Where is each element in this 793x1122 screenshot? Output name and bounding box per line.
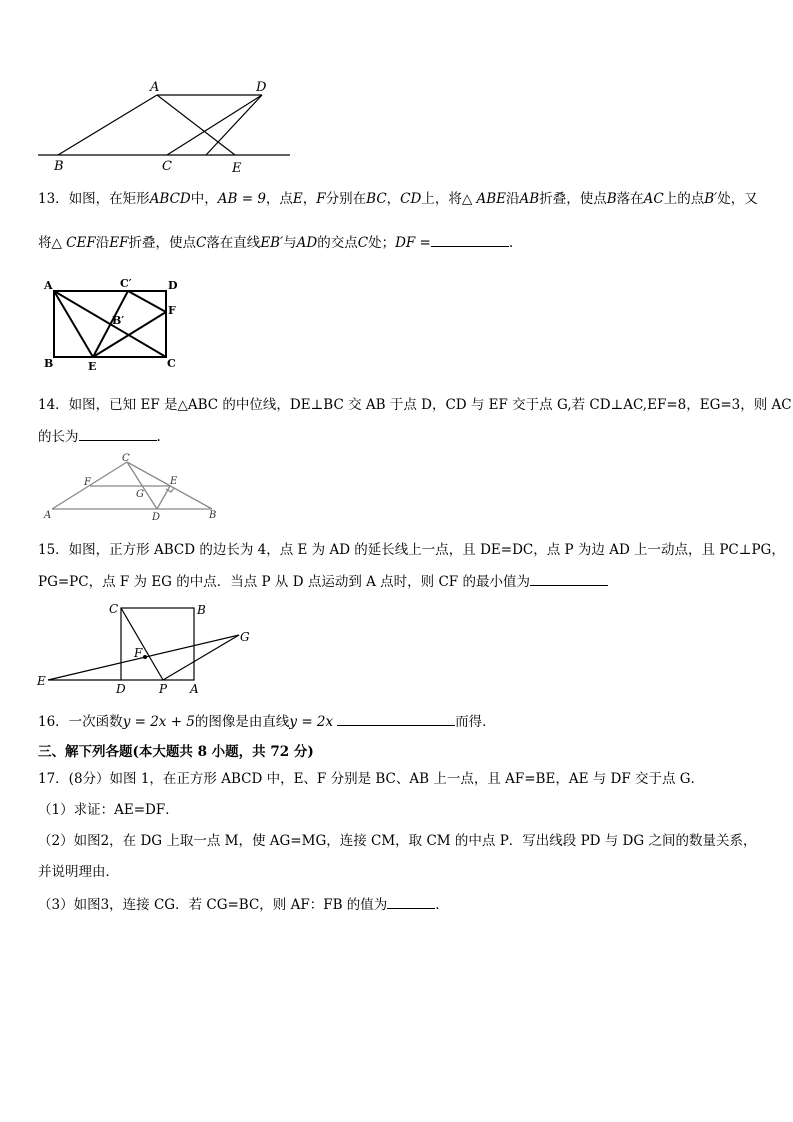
label-A: A xyxy=(44,510,52,521)
label-D: D xyxy=(116,682,126,696)
question-13-line-1 xyxy=(38,190,758,208)
label-C-prime: C′ xyxy=(120,277,132,290)
text: 如图，在矩形 xyxy=(68,191,150,207)
figure-q14 xyxy=(40,452,230,524)
math-triangle: △ ABE xyxy=(461,191,507,207)
math-segment: EF xyxy=(109,235,129,251)
text: 折叠，使点 xyxy=(539,191,607,207)
math-triangle: △ CEF xyxy=(51,235,96,251)
math-segment: AC xyxy=(643,191,664,207)
label-B: B xyxy=(54,159,64,174)
text: 将 xyxy=(38,235,52,251)
text: 与 xyxy=(283,235,297,251)
question-17-part-2: （2）如图2，在 DG 上取一点 M，使 AG=MG，连接 CM，取 CM 的中点 P．写出线段 PD 与 DG 之间的数量关系， xyxy=(38,833,757,849)
label-P: P xyxy=(159,682,168,696)
label-B: B xyxy=(197,603,206,617)
math-rect: ABCD xyxy=(149,191,191,207)
question-15-line-1: 15．如图，正方形 ABCD 的边长为 4，点 E 为 AD 的延长线上一点，且 DE=DC，点 P 为边 AD 上一动点，且 PC⊥PG， xyxy=(38,542,785,558)
figure-q13 xyxy=(40,276,190,374)
point-F xyxy=(143,655,147,659)
text: 处； xyxy=(368,235,396,251)
text: （3）如图3，连接 CG．若 CG=BC，则 AF：FB 的值为 xyxy=(38,897,388,913)
label-A: A xyxy=(150,80,160,95)
figure-q15 xyxy=(34,598,264,696)
label-D: D xyxy=(152,512,161,523)
text: 落在直线 xyxy=(206,235,261,251)
label-C: C xyxy=(109,602,119,616)
text: 分别在 xyxy=(325,191,367,207)
math-point: C xyxy=(195,235,207,251)
label-F: F xyxy=(134,646,143,660)
math-ask: DF = xyxy=(395,235,431,251)
label-B: B xyxy=(209,510,217,521)
math-segment: AD xyxy=(296,235,318,251)
math-segment: CD xyxy=(400,191,422,207)
answer-blank xyxy=(530,571,608,586)
section-heading: 三、解下列各题(本大题共 8 小题，共 72 分) xyxy=(38,744,314,760)
label-E: E xyxy=(232,161,242,176)
math-point: E xyxy=(292,191,303,207)
label-E: E xyxy=(37,674,46,688)
math-formula: y = 2x xyxy=(289,714,334,730)
label-D: D xyxy=(256,80,267,95)
math-point: F xyxy=(316,191,326,207)
label-B-prime: B′ xyxy=(112,314,125,327)
answer-blank xyxy=(337,711,455,726)
text: 处，又 xyxy=(717,191,758,207)
question-17-line-1: 17．(8分）如图 1，在正方形 ABCD 中，E、F 分别是 BC、AB 上一点，且 AF=BE，AE 与 DF 交于点 G． xyxy=(38,771,705,787)
math-eq: AB = 9 xyxy=(217,191,266,207)
text: . xyxy=(435,897,440,913)
text: . xyxy=(156,429,161,445)
answer-blank xyxy=(431,232,509,247)
text: 的图像是由直线 xyxy=(194,714,290,730)
label-C: C xyxy=(122,453,130,464)
question-14-line-2 xyxy=(38,426,161,446)
text: ，点 xyxy=(265,191,293,207)
text: . xyxy=(508,235,514,251)
label-C: C xyxy=(162,159,172,174)
math-point: C xyxy=(357,235,369,251)
question-17-part-3 xyxy=(38,894,440,914)
question-14-line-1: 14．如图，已知 EF 是△ABC 的中位线，DE⊥BC 交 AB 于点 D，CD 与 EF 交于点 G,若 CD⊥AC,EF=8，EG=3，则 AC xyxy=(38,397,792,413)
question-15-line-2 xyxy=(38,571,608,591)
math-point: B′ xyxy=(704,191,718,207)
label-B: B xyxy=(44,357,54,370)
text: 的长为 xyxy=(38,429,79,445)
question-17-part-2-cont: 并说明理由． xyxy=(38,864,119,880)
label-G: G xyxy=(240,630,250,644)
figure-q12 xyxy=(30,72,300,177)
text: 上的点 xyxy=(663,191,705,207)
text: 的交点 xyxy=(317,235,358,251)
label-A: A xyxy=(44,279,53,292)
label-E: E xyxy=(88,360,97,373)
math-point: B xyxy=(606,191,617,207)
question-13-line-2 xyxy=(38,232,513,252)
label-F: F xyxy=(168,304,176,317)
math-segment: EB′ xyxy=(260,235,284,251)
label-A: A xyxy=(190,682,199,696)
text: 沿 xyxy=(95,235,110,251)
text: 上，将 xyxy=(421,191,462,207)
math-segment: BC xyxy=(366,191,387,207)
math-formula: y = 2x + 5 xyxy=(122,714,195,730)
math-segment: AB xyxy=(519,191,540,207)
text: 沿 xyxy=(506,191,520,207)
label-D: D xyxy=(168,279,178,292)
answer-blank xyxy=(387,894,435,909)
label-G: G xyxy=(136,489,144,500)
text: ， xyxy=(302,191,317,207)
text: PG=PC，点 F 为 EG 的中点．当点 P 从 D 点运动到 A 点时，则 CF 的最小值为 xyxy=(38,574,530,590)
answer-blank xyxy=(79,426,157,441)
question-17-part-1: （1）求证：AE=DF． xyxy=(38,802,179,818)
label-E: E xyxy=(170,476,178,487)
text: 中， xyxy=(190,191,218,207)
label-C: C xyxy=(167,357,176,370)
label-F: F xyxy=(84,477,91,488)
question-number: 13． xyxy=(38,191,69,207)
question-16 xyxy=(38,711,496,731)
text: 落在 xyxy=(616,191,644,207)
text: 16．一次函数 xyxy=(38,714,123,730)
text: ， xyxy=(386,191,401,207)
text: 而得． xyxy=(455,714,496,730)
text: 折叠，使点 xyxy=(128,235,196,251)
